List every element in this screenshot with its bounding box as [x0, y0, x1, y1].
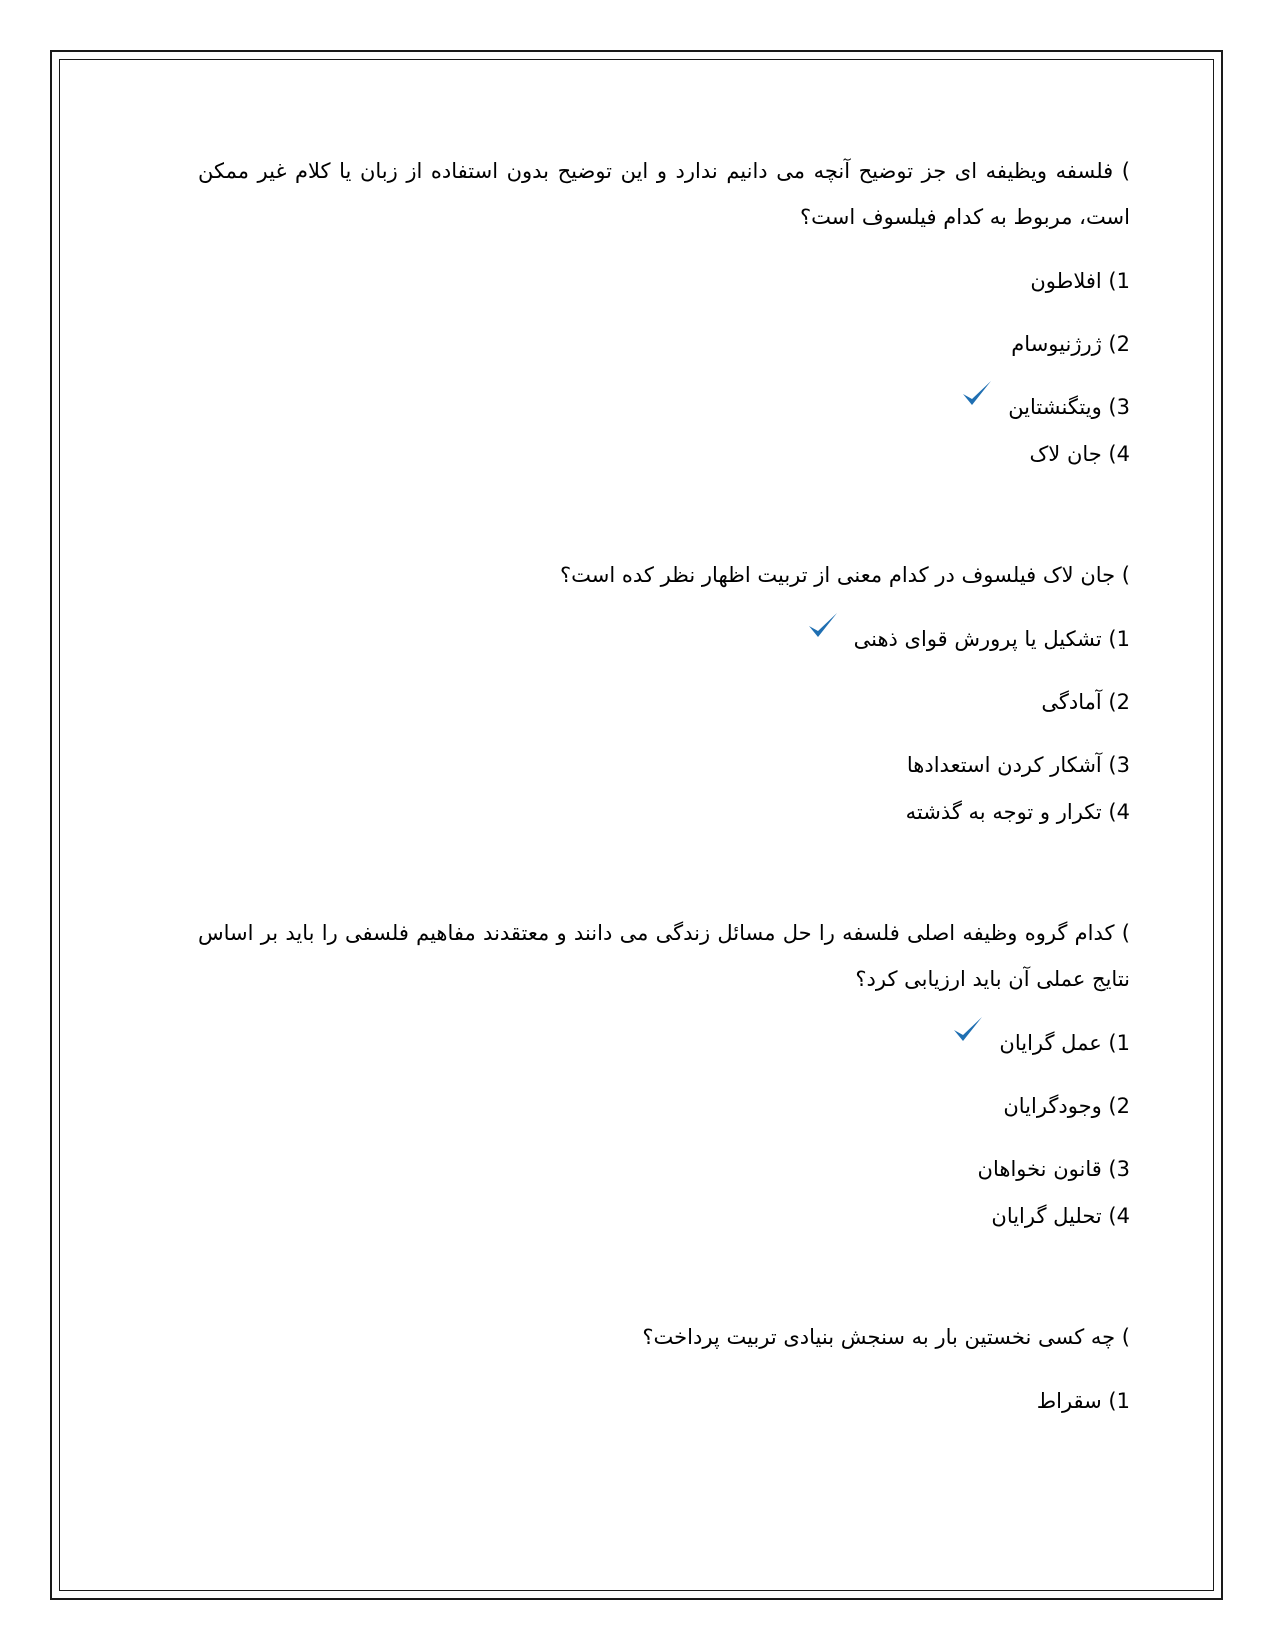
- option-2: [198, 1084, 1130, 1128]
- option-label: 4) جان لاک: [1029, 442, 1130, 466]
- option-4: [198, 1194, 1130, 1238]
- question-text: ) کدام گروه وظیفه اصلی فلسفه را حل مسائل زندگی می دانند و معتقدند مفاهیم فلسفی را باید بر اساس نتایج عملی آن باید ارزیابی کرد؟: [198, 921, 1130, 991]
- question-4: [198, 1314, 1130, 1423]
- option-label: 2) آمادگی: [1041, 690, 1130, 714]
- option-label: 3) قانون نخواهان: [977, 1157, 1130, 1181]
- question-text: ) چه کسی نخستین بار به سنجش بنیادی تربیت پرداخت؟: [642, 1325, 1130, 1349]
- question-1: [198, 148, 1130, 476]
- option-3: [198, 743, 1130, 787]
- spacer: [198, 476, 1130, 552]
- option-label: 1) سقراط: [1036, 1389, 1130, 1413]
- option-label: 2) وجودگرایان: [1003, 1094, 1130, 1118]
- option-label: 3) آشکار کردن استعدادها: [906, 753, 1130, 777]
- option-4: [198, 790, 1130, 834]
- option-label: 1) عمل گرایان: [999, 1031, 1130, 1055]
- question-text: ) فلسفه ویظیفه ای جز توضیح آنچه می دانیم ندارد و این توضیح بدون استفاده از زبان یا کلام غیر ممکن است، مربوط به کدام فیلسوف است؟: [198, 159, 1130, 229]
- option-label: 1) تشکیل یا پرورش قوای ذهنی: [853, 627, 1130, 651]
- quiz-content: [198, 148, 1130, 1423]
- option-3: [198, 385, 1130, 429]
- option-label: 1) افلاطون: [1030, 269, 1130, 293]
- question-2: [198, 552, 1130, 834]
- question-3: [198, 910, 1130, 1238]
- option-label: 4) تحلیل گرایان: [991, 1204, 1130, 1228]
- option-1: [198, 1021, 1130, 1065]
- option-2: [198, 322, 1130, 366]
- option-1: [198, 259, 1130, 303]
- option-label: 2) ژرژنیوسام: [1011, 332, 1130, 356]
- option-1: [198, 1379, 1130, 1423]
- checkmark-icon: [960, 377, 994, 411]
- option-label: 4) تکرار و توجه به گذشته: [905, 800, 1130, 824]
- option-label: 3) ویتگنشتاین: [1008, 395, 1130, 419]
- spacer: [198, 1238, 1130, 1314]
- option-2: [198, 680, 1130, 724]
- spacer: [198, 834, 1130, 910]
- question-text: ) جان لاک فیلسوف در کدام معنی از تربیت اظهار نظر کده است؟: [560, 563, 1130, 587]
- option-1: [198, 617, 1130, 661]
- option-4: [198, 432, 1130, 476]
- checkmark-icon: [951, 1013, 985, 1047]
- option-3: [198, 1147, 1130, 1191]
- checkmark-icon: [806, 609, 840, 643]
